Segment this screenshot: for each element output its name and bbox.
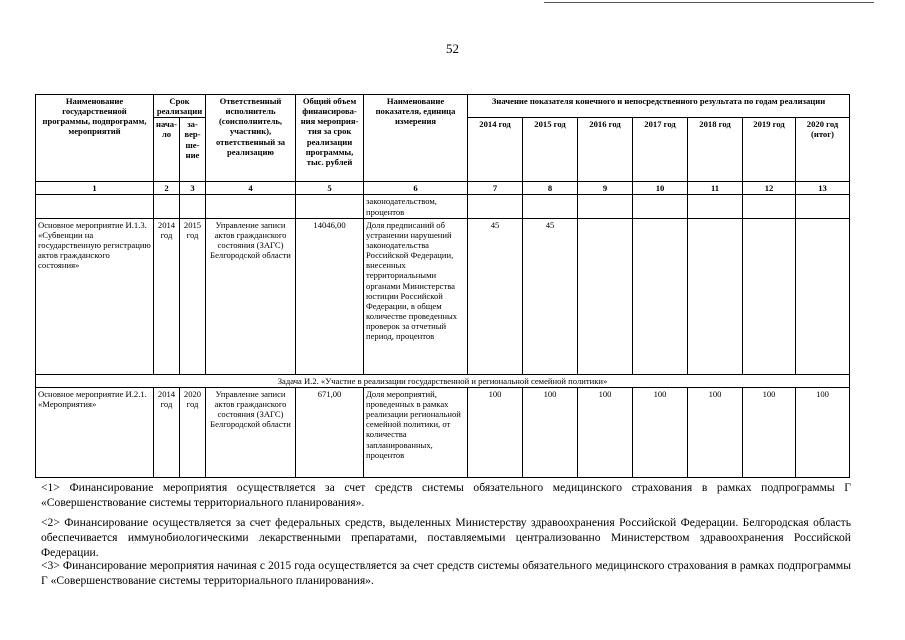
col-start-header: нача-ло [154,118,180,182]
top-edge-line [544,2,874,3]
value-cell: 100 [796,387,850,477]
column-number: 13 [796,182,850,195]
column-number: 11 [688,182,743,195]
value-cell: 45 [523,218,578,374]
value-cell: 100 [743,387,796,477]
measure-name: Основное мероприятие И.2.1. «Мероприятия» [36,387,154,477]
value-cell: 100 [578,387,633,477]
footnote-1: <1> Финансирование мероприятия осуществляется за счет средств системы обязательного медицинского страхования в рамках подпрограммы Г «Совершенствование системы территориального планирования». [41,481,851,510]
year-header: 2016 год [578,118,633,182]
task-title: Задача И.2. «Участие в реализации государственной и региональной семейной политики» [36,374,850,387]
value-cell [796,218,850,374]
value-cell [633,218,688,374]
col-end-header: за-вер-ше-ние [180,118,206,182]
end-year: 2015 год [180,218,206,374]
value-cell [688,218,743,374]
year-header: 2014 год [468,118,523,182]
table-row [36,218,850,374]
indicator: Доля предписаний об устранении нарушений законодательства Российской Федерации, внесенных территориальными органами Министерства юстиции Российской Федерации, в общем количестве проведенных проверок за отчетный период, процентов [364,218,468,374]
continuation-text: законодательством, процентов [364,195,468,218]
value-cell: 100 [468,387,523,477]
year-header: 2020 год (итог) [796,118,850,182]
col-indicator-header: Наименование показателя, единица измерения [364,95,468,182]
column-number: 7 [468,182,523,195]
footnote-2: <2> Финансирование осуществляется за счет федеральных средств, выделенных Министерству здравоохранения Российской Федерации. Белгородская область обеспечивается иммунобиологическими лекарственными препаратами, поставляемыми централизованно Министерством здравоохранения Российской Федерации. [41,516,851,560]
task-row [36,374,850,387]
year-header: 2017 год [633,118,688,182]
value-cell: 100 [633,387,688,477]
column-number: 6 [364,182,468,195]
footnote-3: <3> Финансирование мероприятия начиная с 2015 года осуществляется за счет средств системы обязательного медицинского страхования в рамках подпрограммы Г «Совершенствование системы территориального планирования». [41,559,851,588]
column-number: 9 [578,182,633,195]
column-number: 1 [36,182,154,195]
value-cell: 100 [523,387,578,477]
funding: 671,00 [296,387,364,477]
year-header: 2018 год [688,118,743,182]
col-period-header: Срок реализации [154,95,206,118]
col-funding-header: Общий объем финансирова-ния мероприя-тия за срок реализации программы, тыс. рублей [296,95,364,182]
column-number: 2 [154,182,180,195]
header-row-1 [36,95,850,118]
column-number: 8 [523,182,578,195]
value-cell [743,218,796,374]
start-year: 2014 год [154,218,180,374]
column-number: 3 [180,182,206,195]
column-number: 12 [743,182,796,195]
column-number: 10 [633,182,688,195]
year-header: 2015 год [523,118,578,182]
col-name-header: Наименование государственной программы, подпрограмм, мероприятий [36,95,154,182]
responsible: Управление записи актов гражданского состояния (ЗАГС) Белгородской области [206,218,296,374]
indicator: Доля мероприятий, проведенных в рамках реализации региональной семейной политики, от количества запланированных, процентов [364,387,468,477]
start-year: 2014 год [154,387,180,477]
continuation-row [36,195,850,218]
col-values-header: Значение показателя конечного и непосредственного результата по годам реализации [468,95,850,118]
end-year: 2020 год [180,387,206,477]
value-cell: 100 [688,387,743,477]
value-cell: 45 [468,218,523,374]
column-number: 4 [206,182,296,195]
page-number: 52 [446,41,459,56]
year-header: 2019 год [743,118,796,182]
table-row [36,387,850,477]
funding: 14046,00 [296,218,364,374]
results-table [35,94,850,478]
responsible: Управление записи актов гражданского состояния (ЗАГС) Белгородской области [206,387,296,477]
measure-name: Основное мероприятие И.1.3. «Субвенции на государственную регистрацию актов гражданского состояния» [36,218,154,374]
column-number-row [36,182,850,195]
value-cell [578,218,633,374]
column-number: 5 [296,182,364,195]
col-responsible-header: Ответственный исполнитель (соисполнитель, участник), ответственный за реализацию [206,95,296,182]
